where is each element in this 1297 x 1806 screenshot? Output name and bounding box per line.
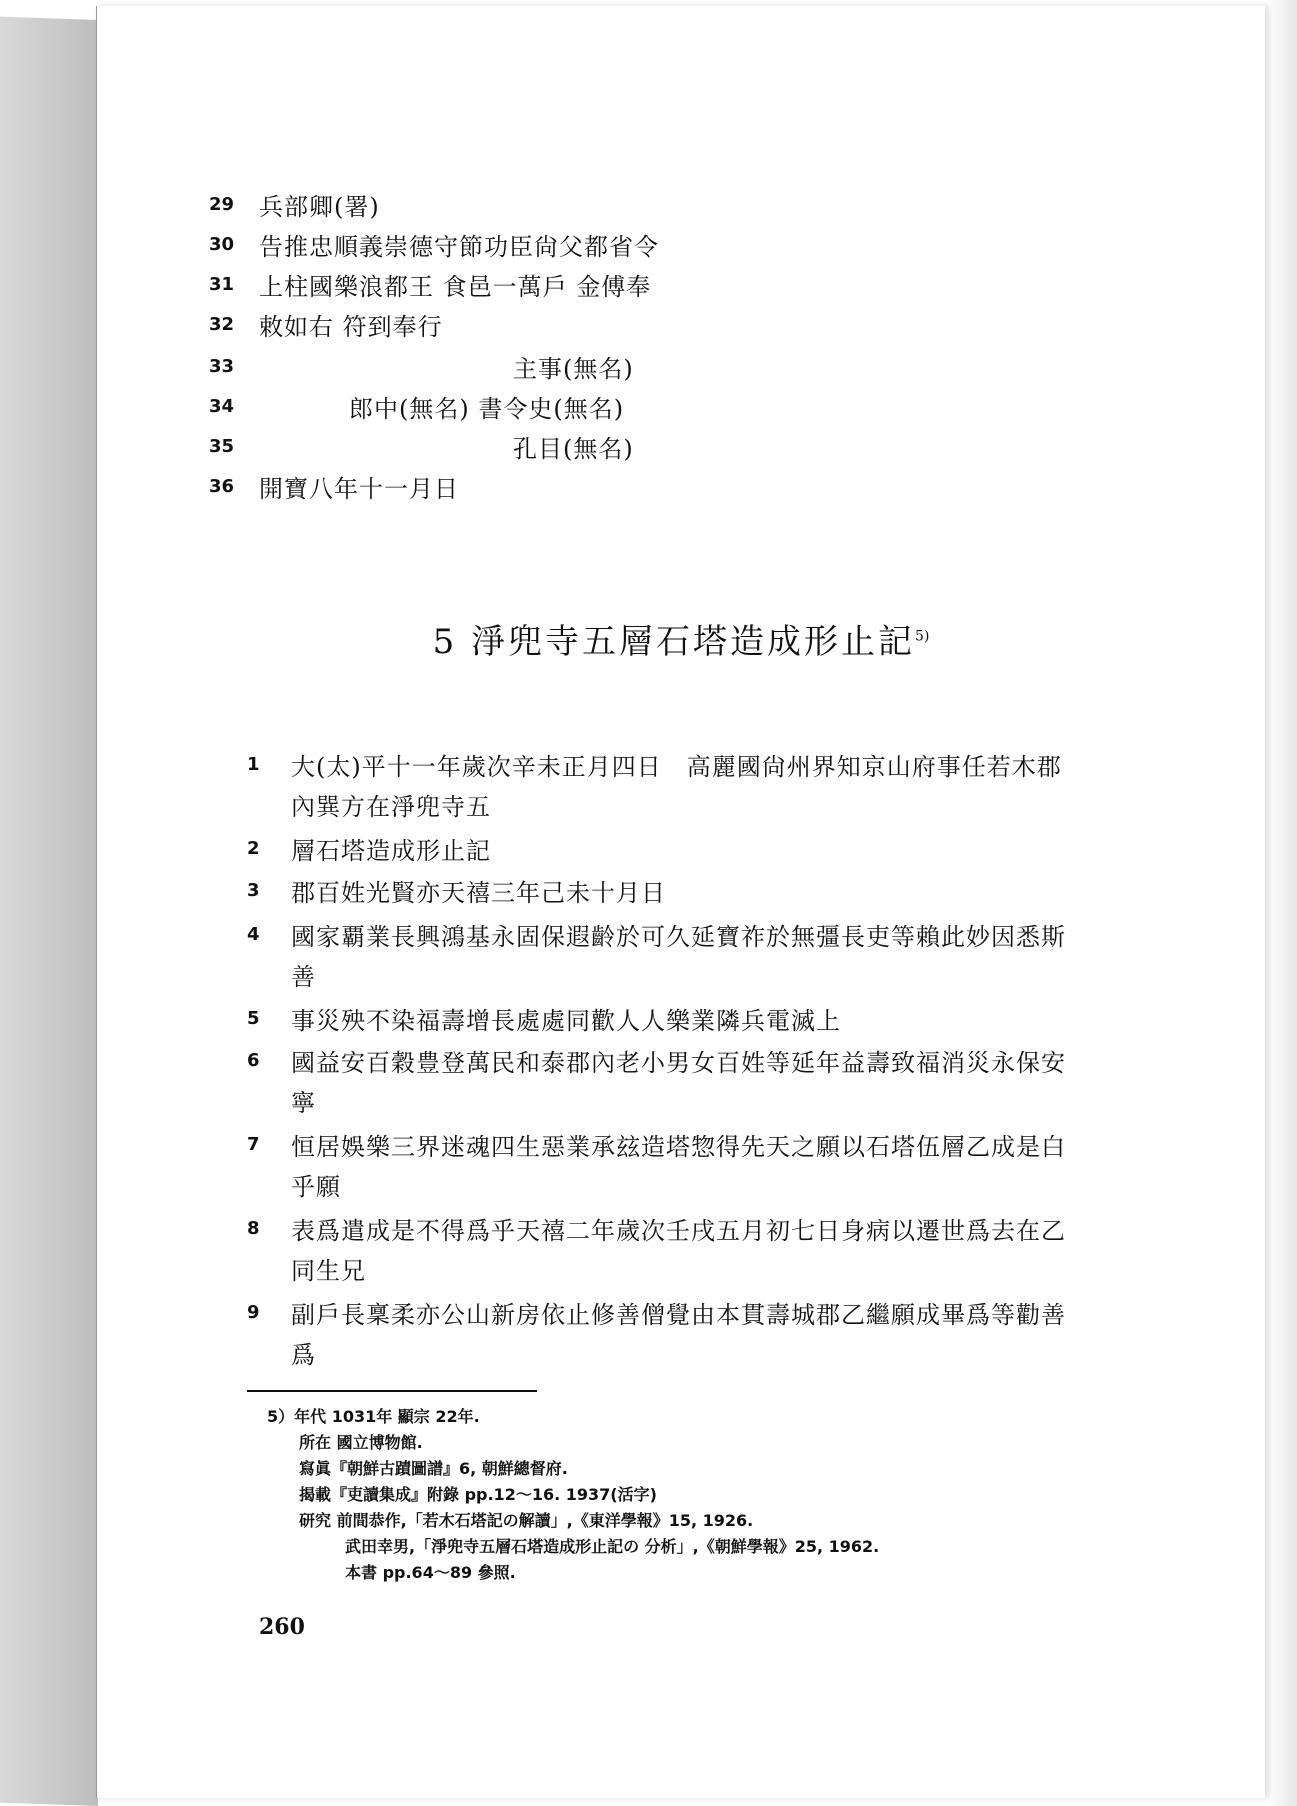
footnote-line: 寫眞『朝鮮古蹟圖譜』6, 朝鮮總督府.	[299, 1459, 568, 1478]
footnote-line: 武田幸男,「淨兜寺五層石塔造成形止記の 分析」,《朝鮮學報》25, 1962.	[345, 1537, 880, 1556]
line-number: 9	[247, 1301, 260, 1323]
line-text: 孔目(無名)	[513, 434, 634, 463]
line-number: 29	[209, 193, 235, 215]
section-title-text: 5 淨兜寺五層石塔造成形止記	[432, 622, 916, 662]
line-number: 32	[209, 313, 235, 335]
line-continuation: 內巽方在淨兜寺五	[291, 792, 491, 821]
page-number: 260	[259, 1614, 305, 1640]
line-continuation: 寧	[291, 1088, 316, 1117]
footnote-line: 5）年代 1031年 顯宗 22年.	[267, 1407, 480, 1426]
line-number: 7	[247, 1133, 260, 1155]
line-number: 5	[247, 1007, 260, 1029]
line-number: 34	[209, 395, 235, 417]
footnote-line: 所在 國立博物館.	[299, 1433, 423, 1452]
line-number: 8	[247, 1217, 260, 1239]
line-text: 國益安百穀豊登萬民和泰郡內老小男女百姓等延年益壽致福消災永保安	[291, 1048, 1066, 1077]
line-text: 恒居娛樂三界迷魂四生惡業承玆造塔惣得先天之願以石塔伍層乙成是白	[291, 1132, 1066, 1161]
line-number: 2	[247, 837, 260, 859]
line-number: 3	[247, 879, 260, 901]
line-text: 大(太)平十一年歲次辛未正月四日 高麗國尙州界知京山府事任若木郡	[291, 752, 1062, 781]
line-continuation: 乎願	[291, 1172, 341, 1201]
line-text: 敕如右 符到奉行	[259, 312, 443, 341]
footnote-line: 揭載『吏讀集成』附錄 pp.12～16. 1937(活字)	[299, 1485, 657, 1504]
line-number: 31	[209, 273, 235, 295]
line-number: 36	[209, 475, 235, 497]
line-text: 兵部卿(署)	[259, 192, 380, 221]
line-number: 33	[209, 355, 235, 377]
line-text: 國家覇業長興鴻基永固保遐齡於可久延寶祚於無彊長吏等賴此妙因悉斯	[291, 922, 1066, 951]
line-text: 主事(無名)	[513, 354, 634, 383]
line-continuation: 爲	[291, 1340, 316, 1369]
line-number: 35	[209, 435, 235, 457]
footnote-line: 研究 前間恭作,「若木石塔記の解讀」,《東洋學報》15, 1926.	[299, 1511, 754, 1530]
page-edge-shadow	[1267, 0, 1297, 1806]
line-text: 表爲遣成是不得爲乎天禧二年歲次壬戌五月初七日身病以遷世爲去在乙	[291, 1216, 1066, 1245]
line-text: 郎中(無名) 書令史(無名)	[349, 394, 625, 423]
line-continuation: 善	[291, 962, 316, 991]
section-title-note: 5)	[915, 628, 930, 645]
line-number: 6	[247, 1049, 260, 1071]
line-text: 事災殃不染福壽增長處處同歡人人樂業隣兵電滅上	[291, 1006, 841, 1035]
line-number: 4	[247, 923, 260, 945]
book-spine-shadow	[0, 17, 98, 1806]
line-text: 上柱國樂浪都王 食邑一萬戶 金傅奉	[259, 272, 652, 301]
line-text: 副戶長稟柔亦公山新房依止修善僧覺由本貫壽城郡乙繼願成畢爲等勸善	[291, 1300, 1066, 1329]
section-title	[97, 614, 1265, 663]
line-number: 1	[247, 753, 260, 775]
line-text: 開寶八年十一月日	[259, 474, 459, 503]
footnote-rule	[247, 1390, 537, 1392]
line-continuation: 同生兄	[291, 1256, 366, 1285]
line-number: 30	[209, 233, 235, 255]
line-text: 告推忠順義崇德守節功臣尙父都省令	[259, 232, 659, 261]
footnote-line: 本書 pp.64～89 參照.	[345, 1563, 516, 1582]
line-text: 郡百姓光賢亦天禧三年己未十月日	[291, 878, 666, 907]
line-text: 層石塔造成形止記	[291, 836, 491, 865]
book-page	[96, 6, 1265, 1798]
